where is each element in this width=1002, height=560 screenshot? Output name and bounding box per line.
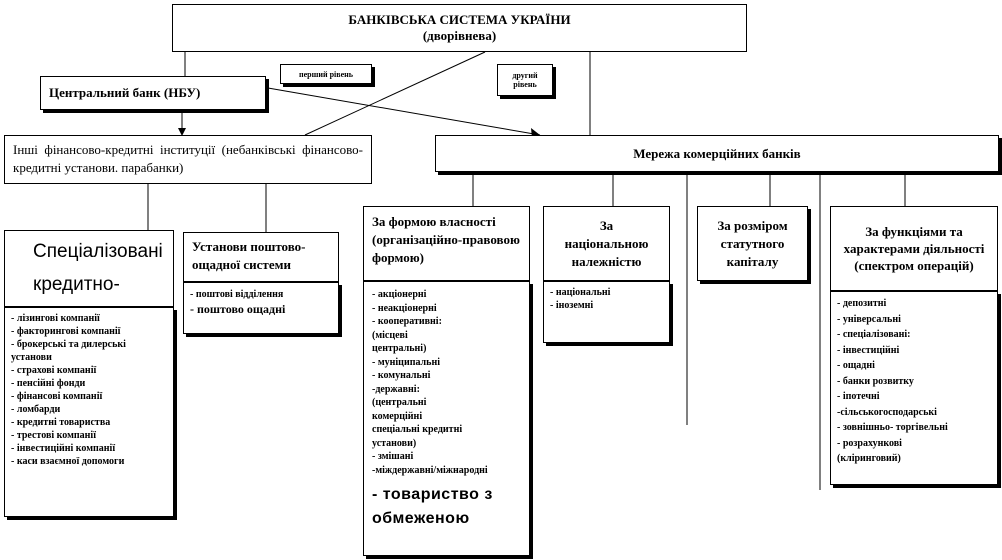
list-item: - пенсійні фонди (11, 378, 86, 389)
list-item: - інвестиційні (837, 344, 900, 356)
root-box (172, 4, 747, 52)
list-item: - розрахункові (837, 437, 902, 449)
list-item: - комунальні (372, 370, 431, 381)
list-item: - фінансові компанії (11, 391, 103, 402)
list-item: - кредитні товариства (11, 417, 111, 428)
list-item: - поштові відділення (190, 289, 284, 300)
list-item: - змішані (372, 451, 414, 462)
postal-box: Установи поштово-ощадної системи (183, 232, 339, 282)
postal-list (183, 282, 339, 334)
central-bank-box (40, 76, 266, 110)
list-item: (місцеві (372, 329, 408, 341)
ownership-list (363, 281, 530, 556)
first-level-label: перший рівень (280, 64, 372, 84)
list-item: - іпотечні (837, 391, 880, 402)
list-item: - універсальні (837, 313, 901, 325)
list-item: - неакціонерні (372, 302, 437, 314)
central-bank-label: Центральний банк (НБУ) (49, 85, 201, 100)
root-subtitle: (дворівнева) (422, 28, 497, 43)
list-item: (кліринговий) (837, 453, 901, 464)
commercial-network-label: Мережа комерційних банків (633, 145, 801, 161)
list-item: центральні) (372, 343, 427, 354)
national-box: За національною належністю (543, 206, 670, 281)
list-item: - спеціалізовані: (837, 329, 911, 340)
list-item: - інвестиційні компанії (11, 443, 116, 454)
list-item: - страхові компанії (11, 365, 97, 376)
list-item: - акціонерні (372, 289, 427, 300)
functions-box: За функціями та характерами діяльності (спектром операцій) (830, 206, 998, 291)
second-level-label: другий рівень (497, 64, 553, 96)
list-item: (центральні (372, 397, 427, 408)
list-item: -міждержавні/міжнародні (372, 464, 488, 476)
list-item-large: - товариство з обмеженою (372, 486, 493, 527)
list-item: - факторингові компанії (11, 326, 121, 337)
list-item: - муніципальні (372, 356, 440, 368)
list-item: - депозитні (837, 298, 887, 309)
list-item: - поштово ощадні (190, 302, 286, 316)
list-item: - ломбарди (11, 404, 61, 415)
list-item: -державні: (372, 383, 420, 395)
list-item: - ощадні (837, 360, 875, 371)
list-item: - трестові компанії (11, 430, 96, 441)
list-item: - кооперативні: (372, 316, 442, 327)
list-item: - іноземні (550, 300, 594, 311)
list-item: - каси взаємної допомоги (11, 456, 125, 467)
list-item: - лізингові компанії (11, 313, 100, 324)
specialized-list (4, 307, 174, 517)
other-institutions-box: Інші фінансово-кредитні інституції (небанківські фінансово-кредитні установи. парабанки) (4, 135, 372, 184)
root-title: БАНКІВСЬКА СИСТЕМА УКРАЇНИ (348, 12, 571, 27)
commercial-network-box (435, 135, 999, 172)
list-item: - брокерські та дилерські установи (11, 339, 126, 363)
national-list (543, 281, 670, 343)
functions-list (830, 291, 998, 485)
list-item: - національні (550, 287, 611, 298)
specialized-credit-box: Спеціалізовані кредитно- (4, 230, 174, 307)
list-item: - банки розвитку (837, 375, 914, 387)
capital-box: За розміром статутного капіталу (697, 206, 808, 281)
list-item: -сільськогосподарські (837, 406, 937, 418)
ownership-box: За формою власності (організаційно-правовою формою) (363, 206, 530, 281)
list-item: установи) (372, 437, 417, 449)
list-item: комерційні (372, 410, 423, 422)
list-item: спеціальні кредитні (372, 424, 463, 435)
list-item: - зовнішньо- торгівельні (837, 422, 948, 433)
